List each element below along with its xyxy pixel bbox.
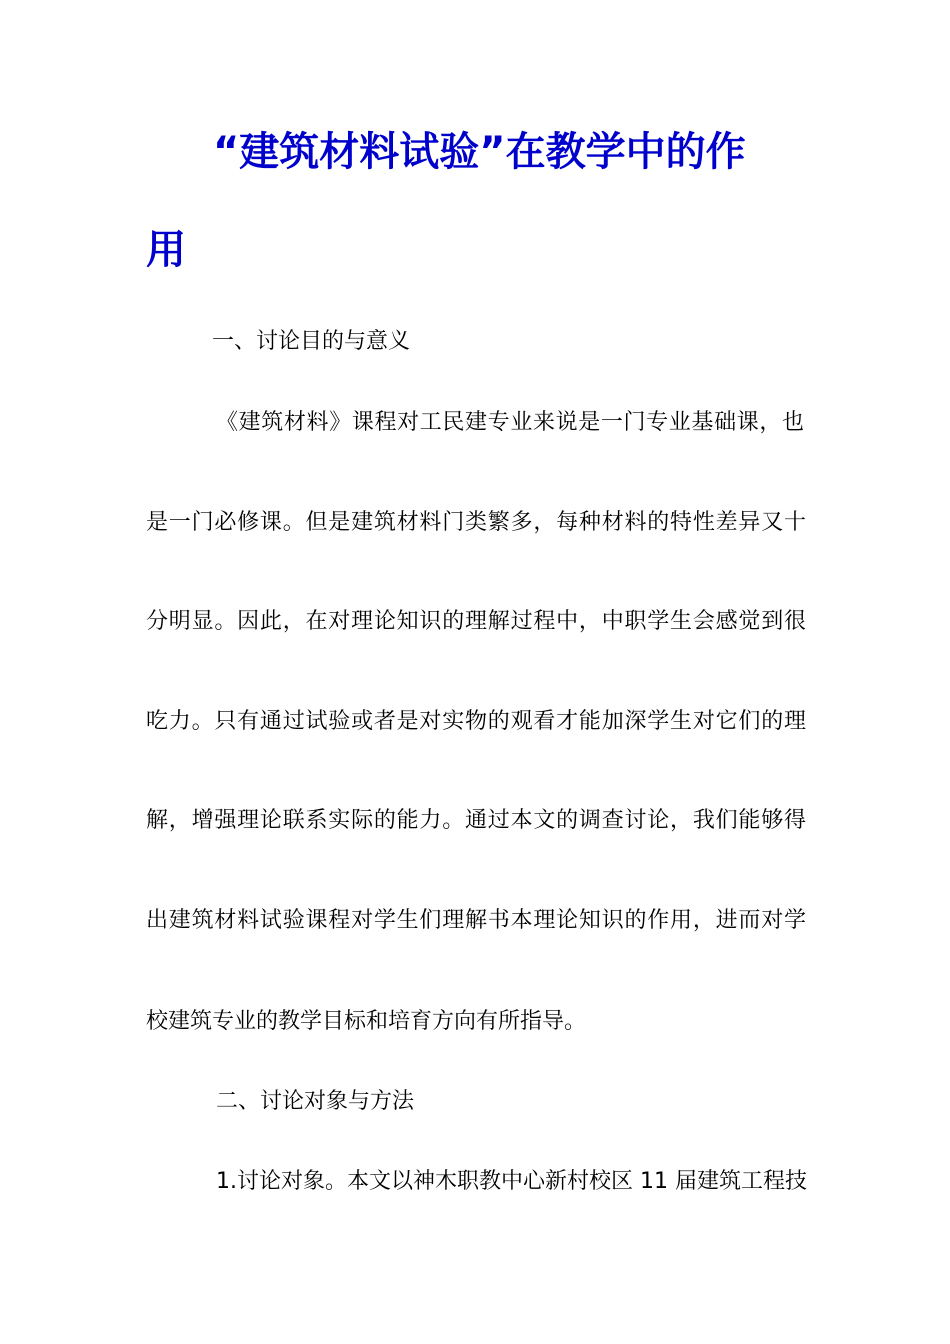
paragraph-1-line-6: 出建筑材料试验课程对学生们理解书本理论知识的作用，进而对学 — [146, 908, 806, 933]
paragraph-1-line-1: 《建筑材料》课程对工民建专业来说是一门专业基础课，也 — [216, 410, 804, 435]
paragraph-1-line-3: 分明显。因此，在对理论知识的理解过程中，中职学生会感觉到很 — [146, 609, 806, 634]
section-heading-2: 二、讨论对象与方法 — [216, 1089, 415, 1114]
section-heading-1: 一、讨论目的与意义 — [212, 329, 411, 354]
paragraph-1-line-4: 吃力。只有通过试验或者是对实物的观看才能加深学生对它们的理 — [146, 709, 806, 734]
paragraph-1-line-2: 是一门必修课。但是建筑材料门类繁多，每种材料的特性差异又十 — [146, 510, 806, 535]
document-title-line-1: “建筑材料试验”在教学中的作 — [213, 129, 746, 175]
paragraph-1-line-5: 解，增强理论联系实际的能力。通过本文的调查讨论，我们能够得 — [146, 808, 806, 833]
paragraph-1-line-7: 校建筑专业的教学目标和培育方向有所指导。 — [146, 1009, 587, 1034]
paragraph-2-line-1: 1.讨论对象。本文以神木职教中心新村校区 11 届建筑工程技 — [216, 1169, 807, 1194]
document-title-line-2: 用 — [146, 227, 186, 273]
